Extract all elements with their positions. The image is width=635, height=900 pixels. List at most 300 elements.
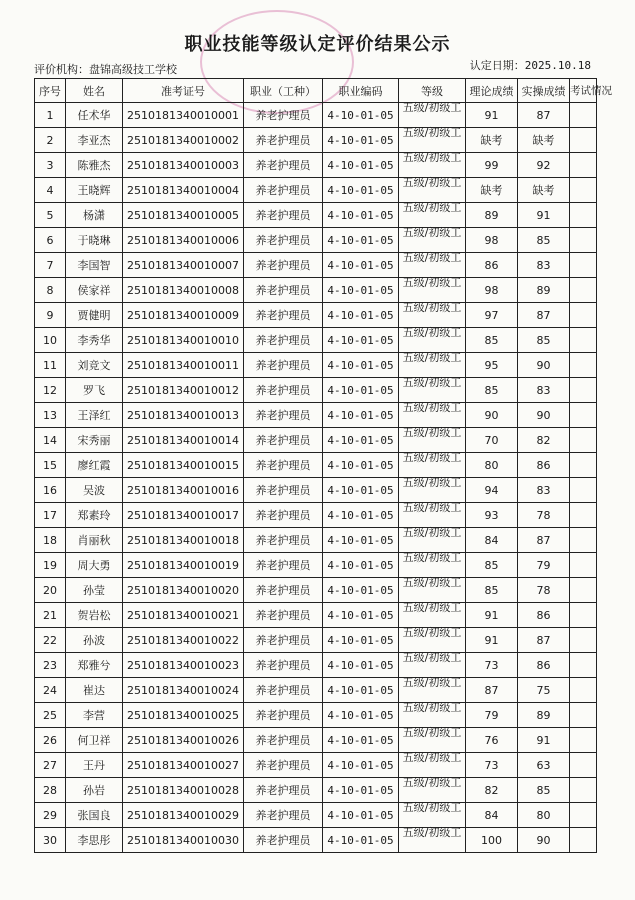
date-value: 2025.10.18 <box>524 59 591 72</box>
candidate-name: 王晓辉 <box>66 178 123 203</box>
table-row <box>35 228 597 253</box>
theory-score: 90 <box>466 403 518 428</box>
practice-score: 90 <box>518 828 570 853</box>
practice-score: 79 <box>518 553 570 578</box>
practice-score: 78 <box>518 578 570 603</box>
occupation-code: 4-10-01-05 <box>323 503 399 528</box>
candidate-name: 肖丽秋 <box>66 528 123 553</box>
row-number: 7 <box>35 253 66 278</box>
ticket-number: 2510181340010020 <box>123 578 244 603</box>
practice-score: 87 <box>518 303 570 328</box>
skill-level: 五级/初级工 <box>399 453 466 478</box>
occupation: 养老护理员 <box>244 753 323 778</box>
candidate-name: 任术华 <box>66 103 123 128</box>
practice-score: 75 <box>518 678 570 703</box>
evaluation-org <box>34 61 177 77</box>
occupation: 养老护理员 <box>244 453 323 478</box>
table-row <box>35 453 597 478</box>
theory-score: 73 <box>466 753 518 778</box>
theory-score: 79 <box>466 703 518 728</box>
exam-status <box>570 628 597 653</box>
occupation: 养老护理员 <box>244 628 323 653</box>
occupation: 养老护理员 <box>244 253 323 278</box>
ticket-number: 2510181340010002 <box>123 128 244 153</box>
skill-level: 五级/初级工 <box>399 353 466 378</box>
skill-level: 五级/初级工 <box>399 678 466 703</box>
theory-score: 98 <box>466 228 518 253</box>
occupation-code: 4-10-01-05 <box>323 153 399 178</box>
practice-score: 缺考 <box>518 178 570 203</box>
occupation: 养老护理员 <box>244 103 323 128</box>
exam-status <box>570 453 597 478</box>
skill-level: 五级/初级工 <box>399 403 466 428</box>
skill-level: 五级/初级工 <box>399 828 466 853</box>
skill-level: 五级/初级工 <box>399 578 466 603</box>
col-no-header: 序号 <box>35 79 66 103</box>
skill-level: 五级/初级工 <box>399 128 466 153</box>
candidate-name: 陈雅杰 <box>66 153 123 178</box>
occupation: 养老护理员 <box>244 603 323 628</box>
theory-score: 84 <box>466 803 518 828</box>
exam-status <box>570 203 597 228</box>
skill-level: 五级/初级工 <box>399 478 466 503</box>
theory-score: 91 <box>466 628 518 653</box>
table-row <box>35 353 597 378</box>
occupation: 养老护理员 <box>244 278 323 303</box>
skill-level: 五级/初级工 <box>399 103 466 128</box>
theory-score: 缺考 <box>466 178 518 203</box>
candidate-name: 刘竞文 <box>66 353 123 378</box>
skill-level: 五级/初级工 <box>399 178 466 203</box>
exam-status <box>570 603 597 628</box>
ticket-number: 2510181340010024 <box>123 678 244 703</box>
theory-score: 100 <box>466 828 518 853</box>
table-row <box>35 703 597 728</box>
occupation-code: 4-10-01-05 <box>323 703 399 728</box>
row-number: 10 <box>35 328 66 353</box>
theory-score: 97 <box>466 303 518 328</box>
table-row <box>35 728 597 753</box>
ticket-number: 2510181340010022 <box>123 628 244 653</box>
results-table <box>34 78 612 853</box>
row-number: 1 <box>35 103 66 128</box>
occupation: 养老护理员 <box>244 828 323 853</box>
practice-score: 85 <box>518 228 570 253</box>
practice-score: 87 <box>518 628 570 653</box>
occupation: 养老护理员 <box>244 678 323 703</box>
occupation: 养老护理员 <box>244 328 323 353</box>
row-number: 17 <box>35 503 66 528</box>
exam-status <box>570 103 597 128</box>
row-number: 25 <box>35 703 66 728</box>
ticket-number: 2510181340010030 <box>123 828 244 853</box>
candidate-name: 李亚杰 <box>66 128 123 153</box>
table-row <box>35 103 597 128</box>
exam-status <box>570 753 597 778</box>
practice-score: 91 <box>518 203 570 228</box>
skill-level: 五级/初级工 <box>399 278 466 303</box>
table-row <box>35 403 597 428</box>
skill-level: 五级/初级工 <box>399 553 466 578</box>
occupation-code: 4-10-01-05 <box>323 728 399 753</box>
table-row <box>35 503 597 528</box>
theory-score: 89 <box>466 203 518 228</box>
skill-level: 五级/初级工 <box>399 753 466 778</box>
exam-status <box>570 278 597 303</box>
ticket-number: 2510181340010028 <box>123 778 244 803</box>
ticket-number: 2510181340010017 <box>123 503 244 528</box>
table-row <box>35 378 597 403</box>
practice-score: 86 <box>518 453 570 478</box>
ticket-number: 2510181340010001 <box>123 103 244 128</box>
org-name: 盘锦高级技工学校 <box>89 63 177 76</box>
theory-score: 85 <box>466 553 518 578</box>
ticket-number: 2510181340010006 <box>123 228 244 253</box>
occupation: 养老护理员 <box>244 378 323 403</box>
occupation: 养老护理员 <box>244 703 323 728</box>
table-row <box>35 328 597 353</box>
candidate-name: 郑雅兮 <box>66 653 123 678</box>
ticket-number: 2510181340010007 <box>123 253 244 278</box>
skill-level: 五级/初级工 <box>399 378 466 403</box>
ticket-number: 2510181340010012 <box>123 378 244 403</box>
occupation-code: 4-10-01-05 <box>323 303 399 328</box>
theory-score: 70 <box>466 428 518 453</box>
candidate-name: 王丹 <box>66 753 123 778</box>
exam-status <box>570 553 597 578</box>
page-title: 职业技能等级认定评价结果公示 <box>184 34 451 55</box>
occupation-code: 4-10-01-05 <box>323 528 399 553</box>
occupation-code: 4-10-01-05 <box>323 603 399 628</box>
candidate-name: 侯家祥 <box>66 278 123 303</box>
practice-score: 87 <box>518 103 570 128</box>
occupation: 养老护理员 <box>244 203 323 228</box>
exam-status <box>570 378 597 403</box>
occupation: 养老护理员 <box>244 553 323 578</box>
theory-score: 87 <box>466 678 518 703</box>
col-status-header: 考试情况 <box>570 79 597 103</box>
practice-score: 89 <box>518 703 570 728</box>
row-number: 8 <box>35 278 66 303</box>
org-label: 评价机构： <box>34 63 89 76</box>
exam-status <box>570 403 597 428</box>
occupation: 养老护理员 <box>244 303 323 328</box>
row-number: 28 <box>35 778 66 803</box>
table-row <box>35 628 597 653</box>
row-number: 4 <box>35 178 66 203</box>
practice-score: 90 <box>518 403 570 428</box>
practice-score: 86 <box>518 603 570 628</box>
exam-status <box>570 428 597 453</box>
skill-level: 五级/初级工 <box>399 628 466 653</box>
skill-level: 五级/初级工 <box>399 228 466 253</box>
candidate-name: 李思彤 <box>66 828 123 853</box>
skill-level: 五级/初级工 <box>399 328 466 353</box>
practice-score: 85 <box>518 778 570 803</box>
occupation: 养老护理员 <box>244 178 323 203</box>
col-ticket-header: 准考证号 <box>123 79 244 103</box>
ticket-number: 2510181340010010 <box>123 328 244 353</box>
theory-score: 85 <box>466 378 518 403</box>
ticket-number: 2510181340010021 <box>123 603 244 628</box>
theory-score: 95 <box>466 353 518 378</box>
table-header-row <box>35 79 597 103</box>
col-code-header: 职业编码 <box>323 79 399 103</box>
table-row <box>35 303 597 328</box>
occupation: 养老护理员 <box>244 403 323 428</box>
row-number: 12 <box>35 378 66 403</box>
ticket-number: 2510181340010009 <box>123 303 244 328</box>
exam-status <box>570 253 597 278</box>
row-number: 2 <box>35 128 66 153</box>
occupation-code: 4-10-01-05 <box>323 478 399 503</box>
theory-score: 98 <box>466 278 518 303</box>
skill-level: 五级/初级工 <box>399 503 466 528</box>
practice-score: 87 <box>518 528 570 553</box>
skill-level: 五级/初级工 <box>399 778 466 803</box>
skill-level: 五级/初级工 <box>399 253 466 278</box>
candidate-name: 崔达 <box>66 678 123 703</box>
table-row <box>35 828 597 853</box>
row-number: 6 <box>35 228 66 253</box>
skill-level: 五级/初级工 <box>399 653 466 678</box>
theory-score: 82 <box>466 778 518 803</box>
candidate-name: 孙莹 <box>66 578 123 603</box>
row-number: 14 <box>35 428 66 453</box>
exam-status <box>570 303 597 328</box>
row-number: 9 <box>35 303 66 328</box>
occupation: 养老护理员 <box>244 653 323 678</box>
candidate-name: 孙岩 <box>66 778 123 803</box>
table-row <box>35 553 597 578</box>
row-number: 23 <box>35 653 66 678</box>
table-row <box>35 653 597 678</box>
occupation-code: 4-10-01-05 <box>323 828 399 853</box>
row-number: 21 <box>35 603 66 628</box>
exam-status <box>570 128 597 153</box>
occupation-code: 4-10-01-05 <box>323 128 399 153</box>
practice-score: 89 <box>518 278 570 303</box>
table-row <box>35 128 597 153</box>
candidate-name: 吴波 <box>66 478 123 503</box>
ticket-number: 2510181340010005 <box>123 203 244 228</box>
occupation: 养老护理员 <box>244 578 323 603</box>
occupation: 养老护理员 <box>244 353 323 378</box>
occupation: 养老护理员 <box>244 428 323 453</box>
exam-status <box>570 578 597 603</box>
occupation-code: 4-10-01-05 <box>323 778 399 803</box>
theory-score: 84 <box>466 528 518 553</box>
skill-level: 五级/初级工 <box>399 803 466 828</box>
exam-status <box>570 728 597 753</box>
occupation-code: 4-10-01-05 <box>323 653 399 678</box>
practice-score: 63 <box>518 753 570 778</box>
occupation: 养老护理员 <box>244 153 323 178</box>
candidate-name: 贺岩松 <box>66 603 123 628</box>
occupation-code: 4-10-01-05 <box>323 628 399 653</box>
occupation-code: 4-10-01-05 <box>323 278 399 303</box>
occupation-code: 4-10-01-05 <box>323 428 399 453</box>
table-row <box>35 178 597 203</box>
candidate-name: 郑素玲 <box>66 503 123 528</box>
occupation: 养老护理员 <box>244 503 323 528</box>
skill-level: 五级/初级工 <box>399 728 466 753</box>
ticket-number: 2510181340010008 <box>123 278 244 303</box>
candidate-name: 廖红霞 <box>66 453 123 478</box>
row-number: 27 <box>35 753 66 778</box>
ticket-number: 2510181340010029 <box>123 803 244 828</box>
skill-level: 五级/初级工 <box>399 203 466 228</box>
theory-score: 缺考 <box>466 128 518 153</box>
theory-score: 76 <box>466 728 518 753</box>
table-row <box>35 428 597 453</box>
table-row <box>35 678 597 703</box>
practice-score: 78 <box>518 503 570 528</box>
occupation: 养老护理员 <box>244 728 323 753</box>
table-row <box>35 778 597 803</box>
exam-status <box>570 778 597 803</box>
row-number: 16 <box>35 478 66 503</box>
ticket-number: 2510181340010025 <box>123 703 244 728</box>
row-number: 11 <box>35 353 66 378</box>
exam-status <box>570 153 597 178</box>
row-number: 26 <box>35 728 66 753</box>
exam-status <box>570 653 597 678</box>
ticket-number: 2510181340010019 <box>123 553 244 578</box>
exam-status <box>570 803 597 828</box>
col-name-header: 姓名 <box>66 79 123 103</box>
candidate-name: 于晓琳 <box>66 228 123 253</box>
ticket-number: 2510181340010015 <box>123 453 244 478</box>
occupation-code: 4-10-01-05 <box>323 378 399 403</box>
table-row <box>35 803 597 828</box>
theory-score: 80 <box>466 453 518 478</box>
theory-score: 99 <box>466 153 518 178</box>
ticket-number: 2510181340010026 <box>123 728 244 753</box>
candidate-name: 孙波 <box>66 628 123 653</box>
table-row <box>35 753 597 778</box>
exam-status <box>570 178 597 203</box>
row-number: 24 <box>35 678 66 703</box>
theory-score: 94 <box>466 478 518 503</box>
skill-level: 五级/初级工 <box>399 528 466 553</box>
exam-status <box>570 228 597 253</box>
practice-score: 83 <box>518 478 570 503</box>
ticket-number: 2510181340010023 <box>123 653 244 678</box>
exam-status <box>570 353 597 378</box>
occupation: 养老护理员 <box>244 803 323 828</box>
skill-level: 五级/初级工 <box>399 428 466 453</box>
table-row <box>35 203 597 228</box>
table-row <box>35 153 597 178</box>
practice-score: 92 <box>518 153 570 178</box>
occupation: 养老护理员 <box>244 778 323 803</box>
col-theory-header: 理论成绩 <box>466 79 518 103</box>
candidate-name: 贾健明 <box>66 303 123 328</box>
table-row <box>35 253 597 278</box>
practice-score: 85 <box>518 328 570 353</box>
occupation-code: 4-10-01-05 <box>323 353 399 378</box>
candidate-name: 周大勇 <box>66 553 123 578</box>
practice-score: 83 <box>518 253 570 278</box>
candidate-name: 宋秀丽 <box>66 428 123 453</box>
skill-level: 五级/初级工 <box>399 303 466 328</box>
row-number: 3 <box>35 153 66 178</box>
ticket-number: 2510181340010011 <box>123 353 244 378</box>
occupation-code: 4-10-01-05 <box>323 103 399 128</box>
ticket-number: 2510181340010027 <box>123 753 244 778</box>
theory-score: 85 <box>466 328 518 353</box>
ticket-number: 2510181340010003 <box>123 153 244 178</box>
theory-score: 93 <box>466 503 518 528</box>
skill-level: 五级/初级工 <box>399 153 466 178</box>
occupation-code: 4-10-01-05 <box>323 753 399 778</box>
table-row <box>35 528 597 553</box>
practice-score: 缺考 <box>518 128 570 153</box>
candidate-name: 李国智 <box>66 253 123 278</box>
exam-status <box>570 503 597 528</box>
occupation-code: 4-10-01-05 <box>323 203 399 228</box>
occupation-code: 4-10-01-05 <box>323 328 399 353</box>
skill-level: 五级/初级工 <box>399 603 466 628</box>
col-practice-header: 实操成绩 <box>518 79 570 103</box>
ticket-number: 2510181340010016 <box>123 478 244 503</box>
col-level-header: 等级 <box>399 79 466 103</box>
practice-score: 82 <box>518 428 570 453</box>
row-number: 30 <box>35 828 66 853</box>
row-number: 13 <box>35 403 66 428</box>
date-label: 认定日期： <box>469 59 525 72</box>
candidate-name: 王泽红 <box>66 403 123 428</box>
ticket-number: 2510181340010004 <box>123 178 244 203</box>
ticket-number: 2510181340010018 <box>123 528 244 553</box>
occupation-code: 4-10-01-05 <box>323 678 399 703</box>
row-number: 22 <box>35 628 66 653</box>
table-row <box>35 278 597 303</box>
practice-score: 80 <box>518 803 570 828</box>
table-body <box>35 103 597 853</box>
exam-status <box>570 678 597 703</box>
occupation-code: 4-10-01-05 <box>323 803 399 828</box>
candidate-name: 罗飞 <box>66 378 123 403</box>
row-number: 19 <box>35 553 66 578</box>
theory-score: 91 <box>466 103 518 128</box>
table-row <box>35 603 597 628</box>
occupation-code: 4-10-01-05 <box>323 228 399 253</box>
theory-score: 85 <box>466 578 518 603</box>
candidate-name: 杨潇 <box>66 203 123 228</box>
candidate-name: 张国良 <box>66 803 123 828</box>
row-number: 18 <box>35 528 66 553</box>
exam-status <box>570 528 597 553</box>
row-number: 29 <box>35 803 66 828</box>
row-number: 15 <box>35 453 66 478</box>
practice-score: 83 <box>518 378 570 403</box>
practice-score: 90 <box>518 353 570 378</box>
occupation-code: 4-10-01-05 <box>323 553 399 578</box>
certification-date <box>470 57 591 73</box>
occupation: 养老护理员 <box>244 478 323 503</box>
occupation-code: 4-10-01-05 <box>323 578 399 603</box>
candidate-name: 李营 <box>66 703 123 728</box>
theory-score: 91 <box>466 603 518 628</box>
col-occupation-header: 职业（工种） <box>244 79 323 103</box>
exam-status <box>570 478 597 503</box>
candidate-name: 何卫祥 <box>66 728 123 753</box>
occupation: 养老护理员 <box>244 528 323 553</box>
practice-score: 86 <box>518 653 570 678</box>
skill-level: 五级/初级工 <box>399 703 466 728</box>
